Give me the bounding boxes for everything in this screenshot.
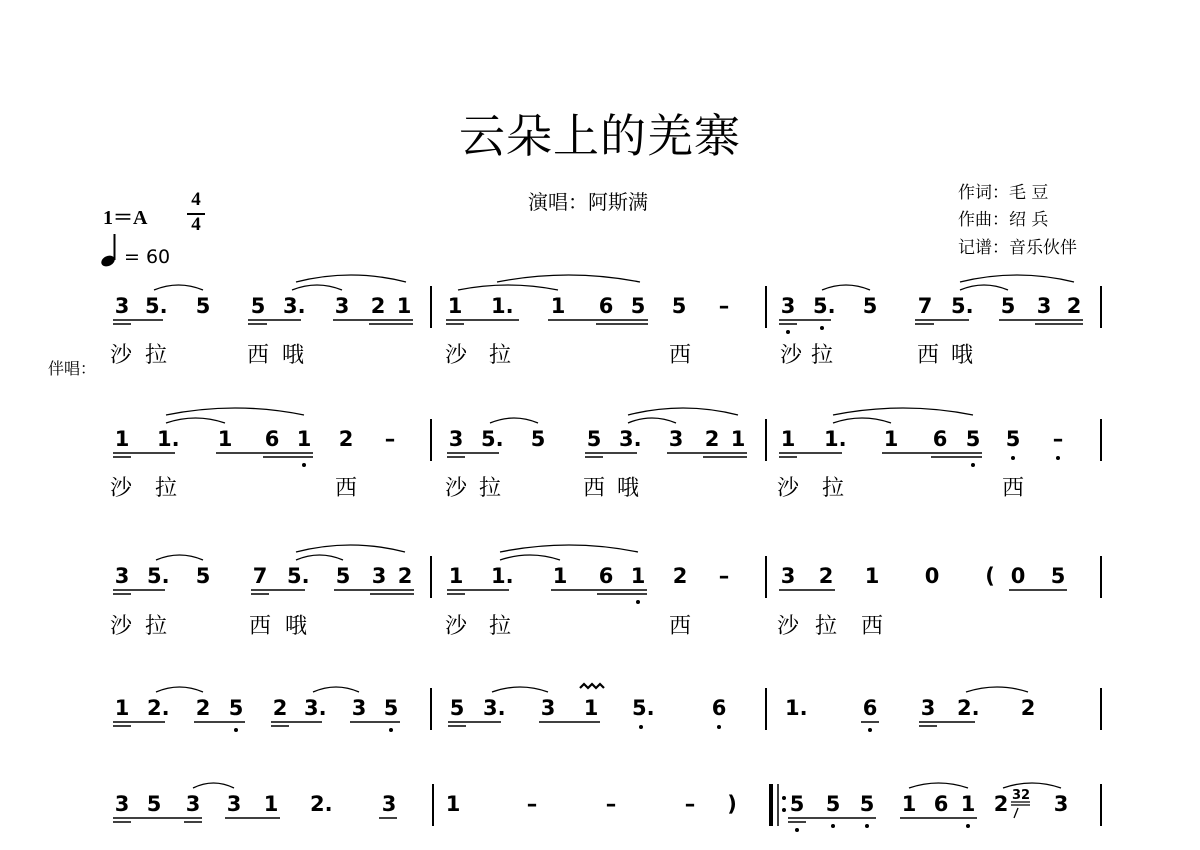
note: 3. bbox=[483, 696, 506, 720]
note: 3 bbox=[371, 564, 387, 588]
note: 3 bbox=[334, 294, 350, 318]
lyric: 拉 bbox=[488, 343, 511, 368]
lyric: 拉 bbox=[144, 614, 167, 639]
slur bbox=[909, 783, 968, 788]
lyric: 西 bbox=[916, 343, 939, 368]
octave-dot bbox=[971, 463, 975, 467]
octave-dot bbox=[1011, 456, 1015, 460]
octave-dot bbox=[717, 725, 721, 729]
slur bbox=[500, 555, 560, 560]
accompaniment-label: 伴唱： bbox=[48, 359, 97, 378]
note: 3. bbox=[283, 294, 306, 318]
grace-notes: 32 bbox=[1012, 788, 1031, 803]
note: 6 bbox=[598, 564, 614, 588]
time-signature-top: 4 bbox=[191, 189, 201, 210]
note: 2 bbox=[1020, 696, 1036, 720]
repeat-dot bbox=[782, 808, 786, 812]
note: 2 bbox=[1066, 294, 1082, 318]
note: 3 bbox=[351, 696, 367, 720]
note: 3 bbox=[668, 427, 684, 451]
lyric: 沙 bbox=[109, 614, 132, 639]
slur bbox=[154, 285, 203, 290]
note: 2. bbox=[147, 696, 170, 720]
note: 5 bbox=[146, 792, 162, 816]
slur bbox=[292, 285, 342, 290]
note: 7 bbox=[252, 564, 268, 588]
lyric: 沙 bbox=[109, 476, 132, 501]
note: 1. bbox=[491, 564, 514, 588]
note: 1 bbox=[583, 696, 599, 720]
note: 1 bbox=[901, 792, 917, 816]
lyric: 拉 bbox=[144, 343, 167, 368]
note: 3. bbox=[304, 696, 327, 720]
lyric: 沙 bbox=[444, 476, 467, 501]
note: – bbox=[718, 564, 730, 588]
tempo-marking: = 60 bbox=[124, 246, 171, 268]
lyric: 西 bbox=[860, 614, 883, 639]
lyric: 拉 bbox=[810, 343, 833, 368]
note: 6 bbox=[932, 427, 948, 451]
note: 2 bbox=[397, 564, 413, 588]
note: ( bbox=[985, 564, 995, 588]
note: 3 bbox=[780, 294, 796, 318]
song-title: 云朵上的羌寨 bbox=[459, 109, 741, 163]
slur bbox=[822, 285, 870, 290]
note: 5 bbox=[195, 564, 211, 588]
slur bbox=[193, 783, 234, 788]
lyric: 哦 bbox=[616, 476, 639, 501]
slur bbox=[156, 687, 203, 692]
note: 1 bbox=[550, 294, 566, 318]
note: 3 bbox=[920, 696, 936, 720]
lyric: 沙 bbox=[444, 614, 467, 639]
lyric: 沙 bbox=[776, 476, 799, 501]
lyric: 哦 bbox=[950, 343, 973, 368]
key-signature: 1＝A bbox=[103, 207, 148, 229]
note: 5 bbox=[789, 792, 805, 816]
lyric: 西 bbox=[248, 614, 271, 639]
note: 1 bbox=[396, 294, 412, 318]
note: 2. bbox=[957, 696, 980, 720]
note: 3 bbox=[114, 564, 130, 588]
note: 5. bbox=[147, 564, 170, 588]
octave-dot bbox=[639, 725, 643, 729]
octave-dot bbox=[820, 326, 824, 330]
note: 5 bbox=[825, 792, 841, 816]
note: 2 bbox=[818, 564, 834, 588]
note: 1 bbox=[296, 427, 312, 451]
note: 2 bbox=[993, 792, 1009, 816]
octave-dot bbox=[234, 728, 238, 732]
lyric: 西 bbox=[668, 343, 691, 368]
note: 5 bbox=[671, 294, 687, 318]
octave-dot bbox=[786, 330, 790, 334]
lyric: 西 bbox=[246, 343, 269, 368]
lyric: 西 bbox=[1001, 476, 1024, 501]
note: 1 bbox=[780, 427, 796, 451]
octave-dot bbox=[636, 600, 640, 604]
note: 5 bbox=[449, 696, 465, 720]
slur bbox=[296, 555, 343, 560]
note: 3. bbox=[619, 427, 642, 451]
note: – bbox=[1052, 427, 1064, 451]
singer-line: 演唱：阿斯满 bbox=[528, 190, 648, 214]
note: 5 bbox=[383, 696, 399, 720]
note: 1 bbox=[263, 792, 279, 816]
slur bbox=[1003, 783, 1061, 788]
note: 3 bbox=[114, 294, 130, 318]
note: 5 bbox=[335, 564, 351, 588]
note: 0 bbox=[1010, 564, 1026, 588]
lyric: 沙 bbox=[779, 343, 802, 368]
note: 1 bbox=[552, 564, 568, 588]
note: 1 bbox=[114, 696, 130, 720]
octave-dot bbox=[868, 728, 872, 732]
note: 5. bbox=[145, 294, 168, 318]
lyricist-credit: 作词：毛 豆 bbox=[958, 183, 1049, 203]
note: – bbox=[384, 427, 396, 451]
note: 5. bbox=[813, 294, 836, 318]
time-signature-bottom: 4 bbox=[191, 214, 201, 235]
note: 1. bbox=[491, 294, 514, 318]
grace-slash bbox=[1014, 808, 1018, 818]
slur bbox=[313, 687, 359, 692]
slur bbox=[833, 408, 973, 415]
note: 5 bbox=[228, 696, 244, 720]
note: 5 bbox=[1000, 294, 1016, 318]
slur bbox=[166, 408, 304, 415]
note: 6 bbox=[711, 696, 727, 720]
note: 2 bbox=[195, 696, 211, 720]
note: 3 bbox=[114, 792, 130, 816]
lyric: 西 bbox=[582, 476, 605, 501]
lyric: 拉 bbox=[154, 476, 177, 501]
note: 7 bbox=[917, 294, 933, 318]
note: 5. bbox=[481, 427, 504, 451]
slur bbox=[628, 408, 738, 415]
note: 5. bbox=[951, 294, 974, 318]
note: 6 bbox=[598, 294, 614, 318]
slur bbox=[960, 285, 1008, 290]
note: – bbox=[684, 792, 696, 816]
lyric: 拉 bbox=[814, 614, 837, 639]
note: 3 bbox=[540, 696, 556, 720]
note: 5 bbox=[859, 792, 875, 816]
slur bbox=[458, 285, 558, 290]
note: 5 bbox=[1050, 564, 1066, 588]
octave-dot bbox=[389, 728, 393, 732]
note: 1 bbox=[883, 427, 899, 451]
slur bbox=[966, 687, 1028, 692]
note: 1 bbox=[960, 792, 976, 816]
slur bbox=[490, 418, 538, 423]
note: 1 bbox=[445, 792, 461, 816]
note: 5 bbox=[586, 427, 602, 451]
octave-dot bbox=[865, 824, 869, 828]
lyric: 沙 bbox=[109, 343, 132, 368]
octave-dot bbox=[795, 828, 799, 832]
slur bbox=[296, 545, 405, 552]
lyric: 哦 bbox=[281, 343, 304, 368]
lyric: 哦 bbox=[284, 614, 307, 639]
slur bbox=[492, 687, 548, 692]
composer-credit: 作曲：绍 兵 bbox=[958, 210, 1049, 230]
slur bbox=[156, 555, 203, 560]
note: 3 bbox=[448, 427, 464, 451]
note: 2 bbox=[272, 696, 288, 720]
note: 1 bbox=[448, 564, 464, 588]
lyric: 沙 bbox=[444, 343, 467, 368]
note: 3 bbox=[381, 792, 397, 816]
note: 5 bbox=[530, 427, 546, 451]
octave-dot bbox=[966, 824, 970, 828]
lyric: 拉 bbox=[488, 614, 511, 639]
note: 0 bbox=[924, 564, 940, 588]
lyric: 拉 bbox=[478, 476, 501, 501]
note: 5. bbox=[287, 564, 310, 588]
note: 6 bbox=[862, 696, 878, 720]
note: 5 bbox=[1005, 427, 1021, 451]
note: 1 bbox=[217, 427, 233, 451]
slur bbox=[833, 418, 891, 423]
note: 2 bbox=[704, 427, 720, 451]
note: 1. bbox=[785, 696, 808, 720]
note: 5 bbox=[862, 294, 878, 318]
note: 5. bbox=[632, 696, 655, 720]
note: – bbox=[605, 792, 617, 816]
note: 5 bbox=[630, 294, 646, 318]
slur bbox=[497, 275, 640, 282]
note: ) bbox=[727, 792, 737, 816]
octave-dot bbox=[831, 824, 835, 828]
slur bbox=[166, 418, 225, 423]
note: 2 bbox=[338, 427, 354, 451]
note: 2 bbox=[672, 564, 688, 588]
note: 6 bbox=[933, 792, 949, 816]
lyric: 西 bbox=[668, 614, 691, 639]
slur bbox=[628, 418, 676, 423]
octave-dot bbox=[1056, 456, 1060, 460]
note: – bbox=[718, 294, 730, 318]
note: 2. bbox=[310, 792, 333, 816]
note: 2 bbox=[370, 294, 386, 318]
lyric: 拉 bbox=[821, 476, 844, 501]
note: 1. bbox=[157, 427, 180, 451]
slur bbox=[500, 545, 638, 552]
note: 3 bbox=[780, 564, 796, 588]
note: 5 bbox=[250, 294, 266, 318]
note: 1. bbox=[824, 427, 847, 451]
transcriber-credit: 记谱：音乐伙伴 bbox=[958, 238, 1077, 258]
note: 3 bbox=[185, 792, 201, 816]
slur bbox=[296, 275, 406, 282]
note: 1 bbox=[730, 427, 746, 451]
note: 3 bbox=[1053, 792, 1069, 816]
note: 5 bbox=[195, 294, 211, 318]
repeat-dot bbox=[782, 796, 786, 800]
slur bbox=[960, 275, 1074, 282]
quarter-note-icon bbox=[100, 230, 124, 270]
note: 5 bbox=[965, 427, 981, 451]
ornament-icon bbox=[580, 684, 604, 688]
note: 3 bbox=[1036, 294, 1052, 318]
note: 1 bbox=[447, 294, 463, 318]
note: 3 bbox=[226, 792, 242, 816]
note: 1 bbox=[630, 564, 646, 588]
note: – bbox=[526, 792, 538, 816]
note: 6 bbox=[264, 427, 280, 451]
note: 1 bbox=[864, 564, 880, 588]
note: 1 bbox=[114, 427, 130, 451]
lyric: 西 bbox=[334, 476, 357, 501]
octave-dot bbox=[302, 463, 306, 467]
lyric: 沙 bbox=[776, 614, 799, 639]
